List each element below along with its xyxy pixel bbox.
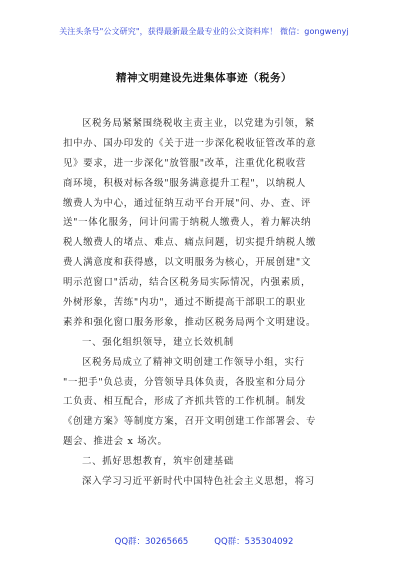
body-line: 费人满意度和获得感，以文明服务为核心，开展创建"文 [63,257,312,269]
page-title: 精神文明建设先进集体事迹（税务） [116,72,292,84]
footer-qq-group-right[interactable]: QQ群：535304092 [214,537,294,547]
body-line: 见》要求，进一步深化"放管服"改革，注重优化税收营 [63,157,307,169]
body-line: 素养和强化窗口服务形象，推动区税务局两个文明建设。 [63,316,317,328]
body-line: 税人缴费人的堵点、难点、痛点问题，切实提升纳税人缴 [63,237,317,249]
body-line: 工负责、相互配合，形成了齐抓共管的工作机制。制发 [63,396,307,408]
body-line: 明示范窗口"活动，结合区税务局实际情况，内强素质， [63,277,312,289]
body-line: 区税务局紧紧围绕税收主责主业，以党建为引领，紧 [82,118,315,129]
body-line: 一、强化组织领导，建立长效机制 [82,336,234,348]
body-line: 外树形象，苦练"内功"，通过不断提高干部职工的职业 [63,297,307,309]
body-line: 区税务局成立了精神文明创建工作领导小组，实行 [82,356,305,368]
body-line: 送"一体化服务，问计问需于纳税人缴费人，着力解决纳 [63,217,312,229]
footer-qq-group-left[interactable]: QQ群：30265665 [114,537,189,547]
body-line: 商环境，积极对标各级"服务满意提升工程"，以纳税人 [63,177,307,189]
body-line: 《创建方案》等制度方案，召开文明创建工作部署会、专 [63,416,317,428]
footer [0,535,408,547]
body-line: 题会、推进会 x 场次。 [63,436,168,448]
header-banner[interactable]: 关注头条号"公文研究"，获得最新最全最专业的公文资料库！ 微信：gongwenyj [59,27,349,36]
body-line: "一把手"负总责，分管领导具体负责，各股室和分局分 [63,376,307,388]
body-line: 扣中办、国办印发的《关于进一步深化税收征管改革的意 [63,137,317,149]
document-body [63,114,349,492]
body-line: 缴费人为中心，通过征纳互动平台开展"问、办、查、评 [63,197,312,209]
body-line: 深入学习习近平新时代中国特色社会主义思想，将习 [82,476,315,488]
body-line: 二、抓好思想教育，筑牢创建基础 [82,456,234,468]
